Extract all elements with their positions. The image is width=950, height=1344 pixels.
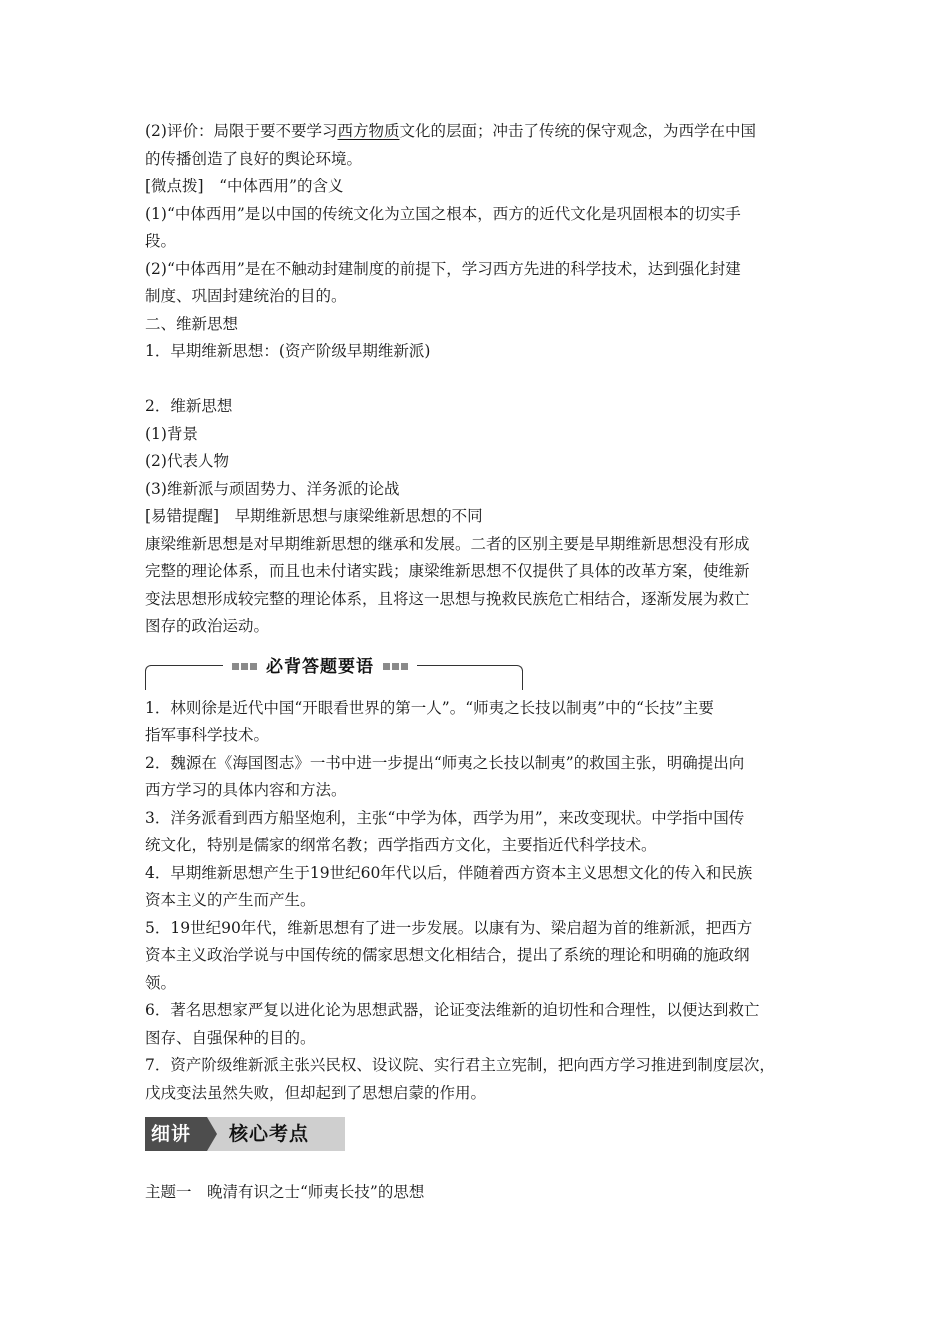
document-page [145,118,815,1207]
section-banner-left: 细讲 [145,1117,207,1151]
recite-line: 戊戌变法虽然失败，但却起到了思想启蒙的作用。 [145,1083,487,1102]
spacer [145,366,815,394]
recite-line: 1．林则徐是近代中国“开眼看世界的第一人”。“师夷之长技以制夷”中的“长技”主要 [145,698,714,717]
evaluation-underlined-text: 西方物质 [337,122,400,140]
tip-heading: [微点拨] “中体西用”的含义 [145,177,344,195]
tip-2-line-2: 制度、巩固封建统治的目的。 [145,287,347,305]
must-recite-title: 必背答题要语 [266,657,374,677]
recite-line: 资本主义的产生而产生。 [145,891,316,909]
warning-line: 完整的理论体系，而且也未付诸实践；康梁维新思想不仅提供了具体的改革方案，使维新 [145,562,750,580]
warning-line: 图存的政治运动。 [145,617,270,635]
banner-arrow-icon [207,1117,217,1151]
warning-heading: [易错提醒] 早期维新思想与康梁维新思想的不同 [145,507,483,525]
evaluation-prefix: (2)评价：局限于要不要学习 [145,122,338,140]
decor-squares-left-icon [231,655,258,674]
sub-item-representatives: (2)代表人物 [145,452,229,470]
section-heading: 二、维新思想 [145,314,239,333]
evaluation-line-2: 的传播创造了良好的舆论环境。 [145,149,363,168]
topic-heading: 主题一 晚清有识之士“师夷长技”的思想 [145,1183,425,1201]
tip-1-line-1: (1)“中体西用”是以中国的传统文化为立国之根本，西方的近代文化是巩固根本的切实手 [145,204,741,223]
evaluation-suffix: 文化的层面；冲击了传统的保守观念，为西学在中国 [399,122,756,140]
warning-line: 变法思想形成较完整的理论体系，且将这一思想与挽救民族危亡相结合，逐渐发展为救亡 [145,589,750,608]
recite-line: 统文化，特别是儒家的纲常名教；西学指西方文化，主要指近代科学技术。 [145,836,657,854]
decor-squares-right-icon [382,655,409,674]
recite-line: 6．著名思想家严复以进化论为思想武器，论证变法维新的迫切性和合理性，以便达到救亡 [145,1001,760,1019]
recite-line: 资本主义政治学说与中国传统的儒家思想文化相结合，提出了系统的理论和明确的施政纲 [145,946,750,964]
recite-line: 3．洋务派看到西方船坚炮利，主张“中学为体，西学为用”，来改变现状。中学指中国传 [145,808,745,827]
tip-1-line-2: 段。 [145,232,177,250]
recite-line: 图存、自强保种的目的。 [145,1028,316,1047]
sub-item-background: (1)背景 [145,424,198,443]
tip-2-line-1: (2)“中体西用”是在不触动封建制度的前提下，学习西方先进的科学技术，达到强化封建 [145,259,741,278]
recite-line: 5．19世纪90年代，维新思想有了进一步发展。以康有为、梁启超为首的维新派，把西方 [145,918,753,937]
early-reform-item: 1．早期维新思想：(资产阶级早期维新派) [145,342,431,360]
recite-line: 西方学习的具体内容和方法。 [145,781,347,799]
evaluation-line-1 [145,118,815,146]
reform-thought-item: 2．维新思想 [145,397,233,415]
recite-line: 4．早期维新思想产生于19世纪60年代以后，伴随着西方资本主义思想文化的传入和民族 [145,863,753,882]
recite-line: 指军事科学技术。 [145,726,270,744]
sub-item-debate: (3)维新派与顽固势力、洋务派的论战 [145,479,400,498]
must-recite-title-block [223,651,417,679]
section-banner [145,1117,345,1151]
must-recite-header [145,651,525,691]
section-banner-right: 核心考点 [207,1117,345,1151]
recite-line: 2．魏源在《海国图志》一书中进一步提出“师夷之长技以制夷”的救国主张，明确提出向 [145,753,745,772]
recite-line: 7．资产阶级维新派主张兴民权、设议院、实行君主立宪制，把向西方学习推进到制度层次， [145,1056,775,1074]
recite-line: 领。 [145,973,177,992]
warning-line: 康梁维新思想是对早期维新思想的继承和发展。二者的区别主要是早期维新思想没有形成 [145,534,750,553]
